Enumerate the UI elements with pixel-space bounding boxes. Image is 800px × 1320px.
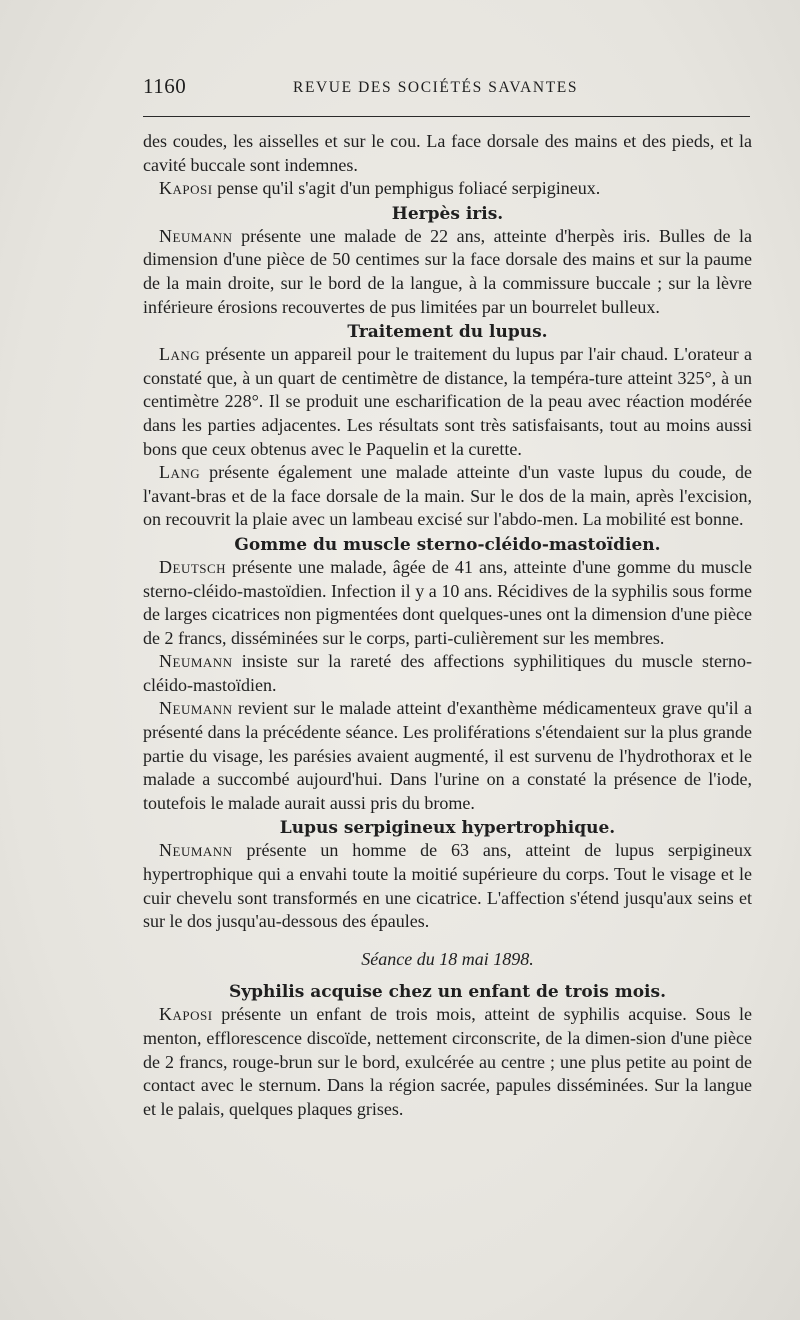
section-heading: Syphilis acquise chez un enfant de trois mois. <box>228 982 666 1003</box>
author-name: Neumann <box>159 651 233 672</box>
section-heading: Traitement du lupus. <box>347 322 548 343</box>
paragraph: Neumann revient sur le malade atteint d'exanthème médicamenteux grave qu'il a présenté dans la précédente séance. Les proliférations s'étendaient sur la plus grande partie du visage, les parésies avaient augmenté, il est survenu de l'hydrothorax et le malade a succombé aujourd'hui. Dans l'urine on a constaté la présence de l'iode, toutefois le malade aurait aussi pris du brome. <box>143 698 752 813</box>
section-heading: Lupus serpigineux hypertrophique. <box>279 818 616 839</box>
paragraph: Neumann présente une malade de 22 ans, atteinte d'herpès iris. Bulles de la dimension d'une pièce de 50 centimes sur la face dorsale des mains et sur la paume de la main droite, sur le bord de la langue, à la commissure buccale ; sur la lèvre inférieure érosions recouvertes de pus limitées par un bourrelet bulleux. <box>143 225 752 317</box>
author-name: Neumann <box>159 225 233 246</box>
paragraph: Lang présente un appareil pour le traitement du lupus par l'air chaud. L'orateur a constaté que, à un quart de centimètre de distance, la tempéra-ture atteint 325°, à un centimètre 228°. Il se produit une escharification de la peau avec réaction modérée dans les parties adjacentes. Les résultats sont très satisfaisants, tout au moins aussi bons que ceux obtenus avec le Paquelin et la curette. <box>143 344 752 459</box>
paragraph: Neumann insiste sur la rareté des affections syphilitiques du muscle sterno-cléido-mastoïdien. <box>143 651 752 695</box>
running-title: REVUE DES SOCIÉTÉS SAVANTES <box>293 79 579 96</box>
author-name: Neumann <box>159 840 233 861</box>
header-rule <box>143 116 750 117</box>
author-name: Deutsch <box>159 556 227 577</box>
session-date: Séance du 18 mai 1898. <box>361 948 534 969</box>
section-heading: Herpès iris. <box>391 203 504 224</box>
paragraph: Neumann présente un homme de 63 ans, atteint de lupus serpigineux hypertrophique qui a envahi toute la moitié supérieure du corps. Tout le visage et le cuir chevelu sont transformés en une cicatrice. L'affection s'étend jusqu'aux seins et sur le dos jusqu'au-dessous des épaules. <box>143 840 752 932</box>
author-name: Neumann <box>159 698 233 719</box>
paragraph: Lang présente également une malade atteinte d'un vaste lupus du coude, de l'avant-bras et de la face dorsale de la main. Sur le dos de la main, après l'excision, on recouvrit la plaie avec un lambeau excisé sur l'abdo-men. La mobilité est bonne. <box>143 462 752 530</box>
paragraph: des coudes, les aisselles et sur le cou. La face dorsale des mains et des pieds, et la cavité buccale sont indemnes. <box>143 131 752 175</box>
page-header <box>143 74 750 104</box>
author-name: Kaposi <box>159 1004 213 1025</box>
paragraph: Kaposi présente un enfant de trois mois, atteint de syphilis acquise. Sous le menton, efflorescence discoïde, nettement circonscrite, de la dimen-sion d'une pièce de 2 francs, rouge-brun sur le bord, exulcérée au centre ; une plus petite au point de contact avec le sternum. Dans la région sacrée, papules disséminées. Sur la langue et le palais, quelques plaques grises. <box>143 1004 752 1119</box>
page-number: 1160 <box>143 74 187 98</box>
section-heading: Gomme du muscle sterno-cléido-mastoïdien. <box>234 534 661 555</box>
body-text <box>143 130 752 1121</box>
paragraph: Kaposi pense qu'il s'agit d'un pemphigus foliacé serpigineux. <box>159 178 601 199</box>
author-name: Kaposi <box>159 178 213 199</box>
author-name: Lang <box>159 344 201 365</box>
paragraph: Deutsch présente une malade, âgée de 41 ans, atteinte d'une gomme du muscle sterno-cléido-mastoïdien. Infection il y a 10 ans. Récidives de la syphilis sous forme de larges cicatrices non pigmentées dont quelques-unes ont la dimension d'une pièce de 2 francs, disséminées sur le corps, parti-culièrement sur les membres. <box>143 556 752 648</box>
author-name: Lang <box>159 462 201 483</box>
